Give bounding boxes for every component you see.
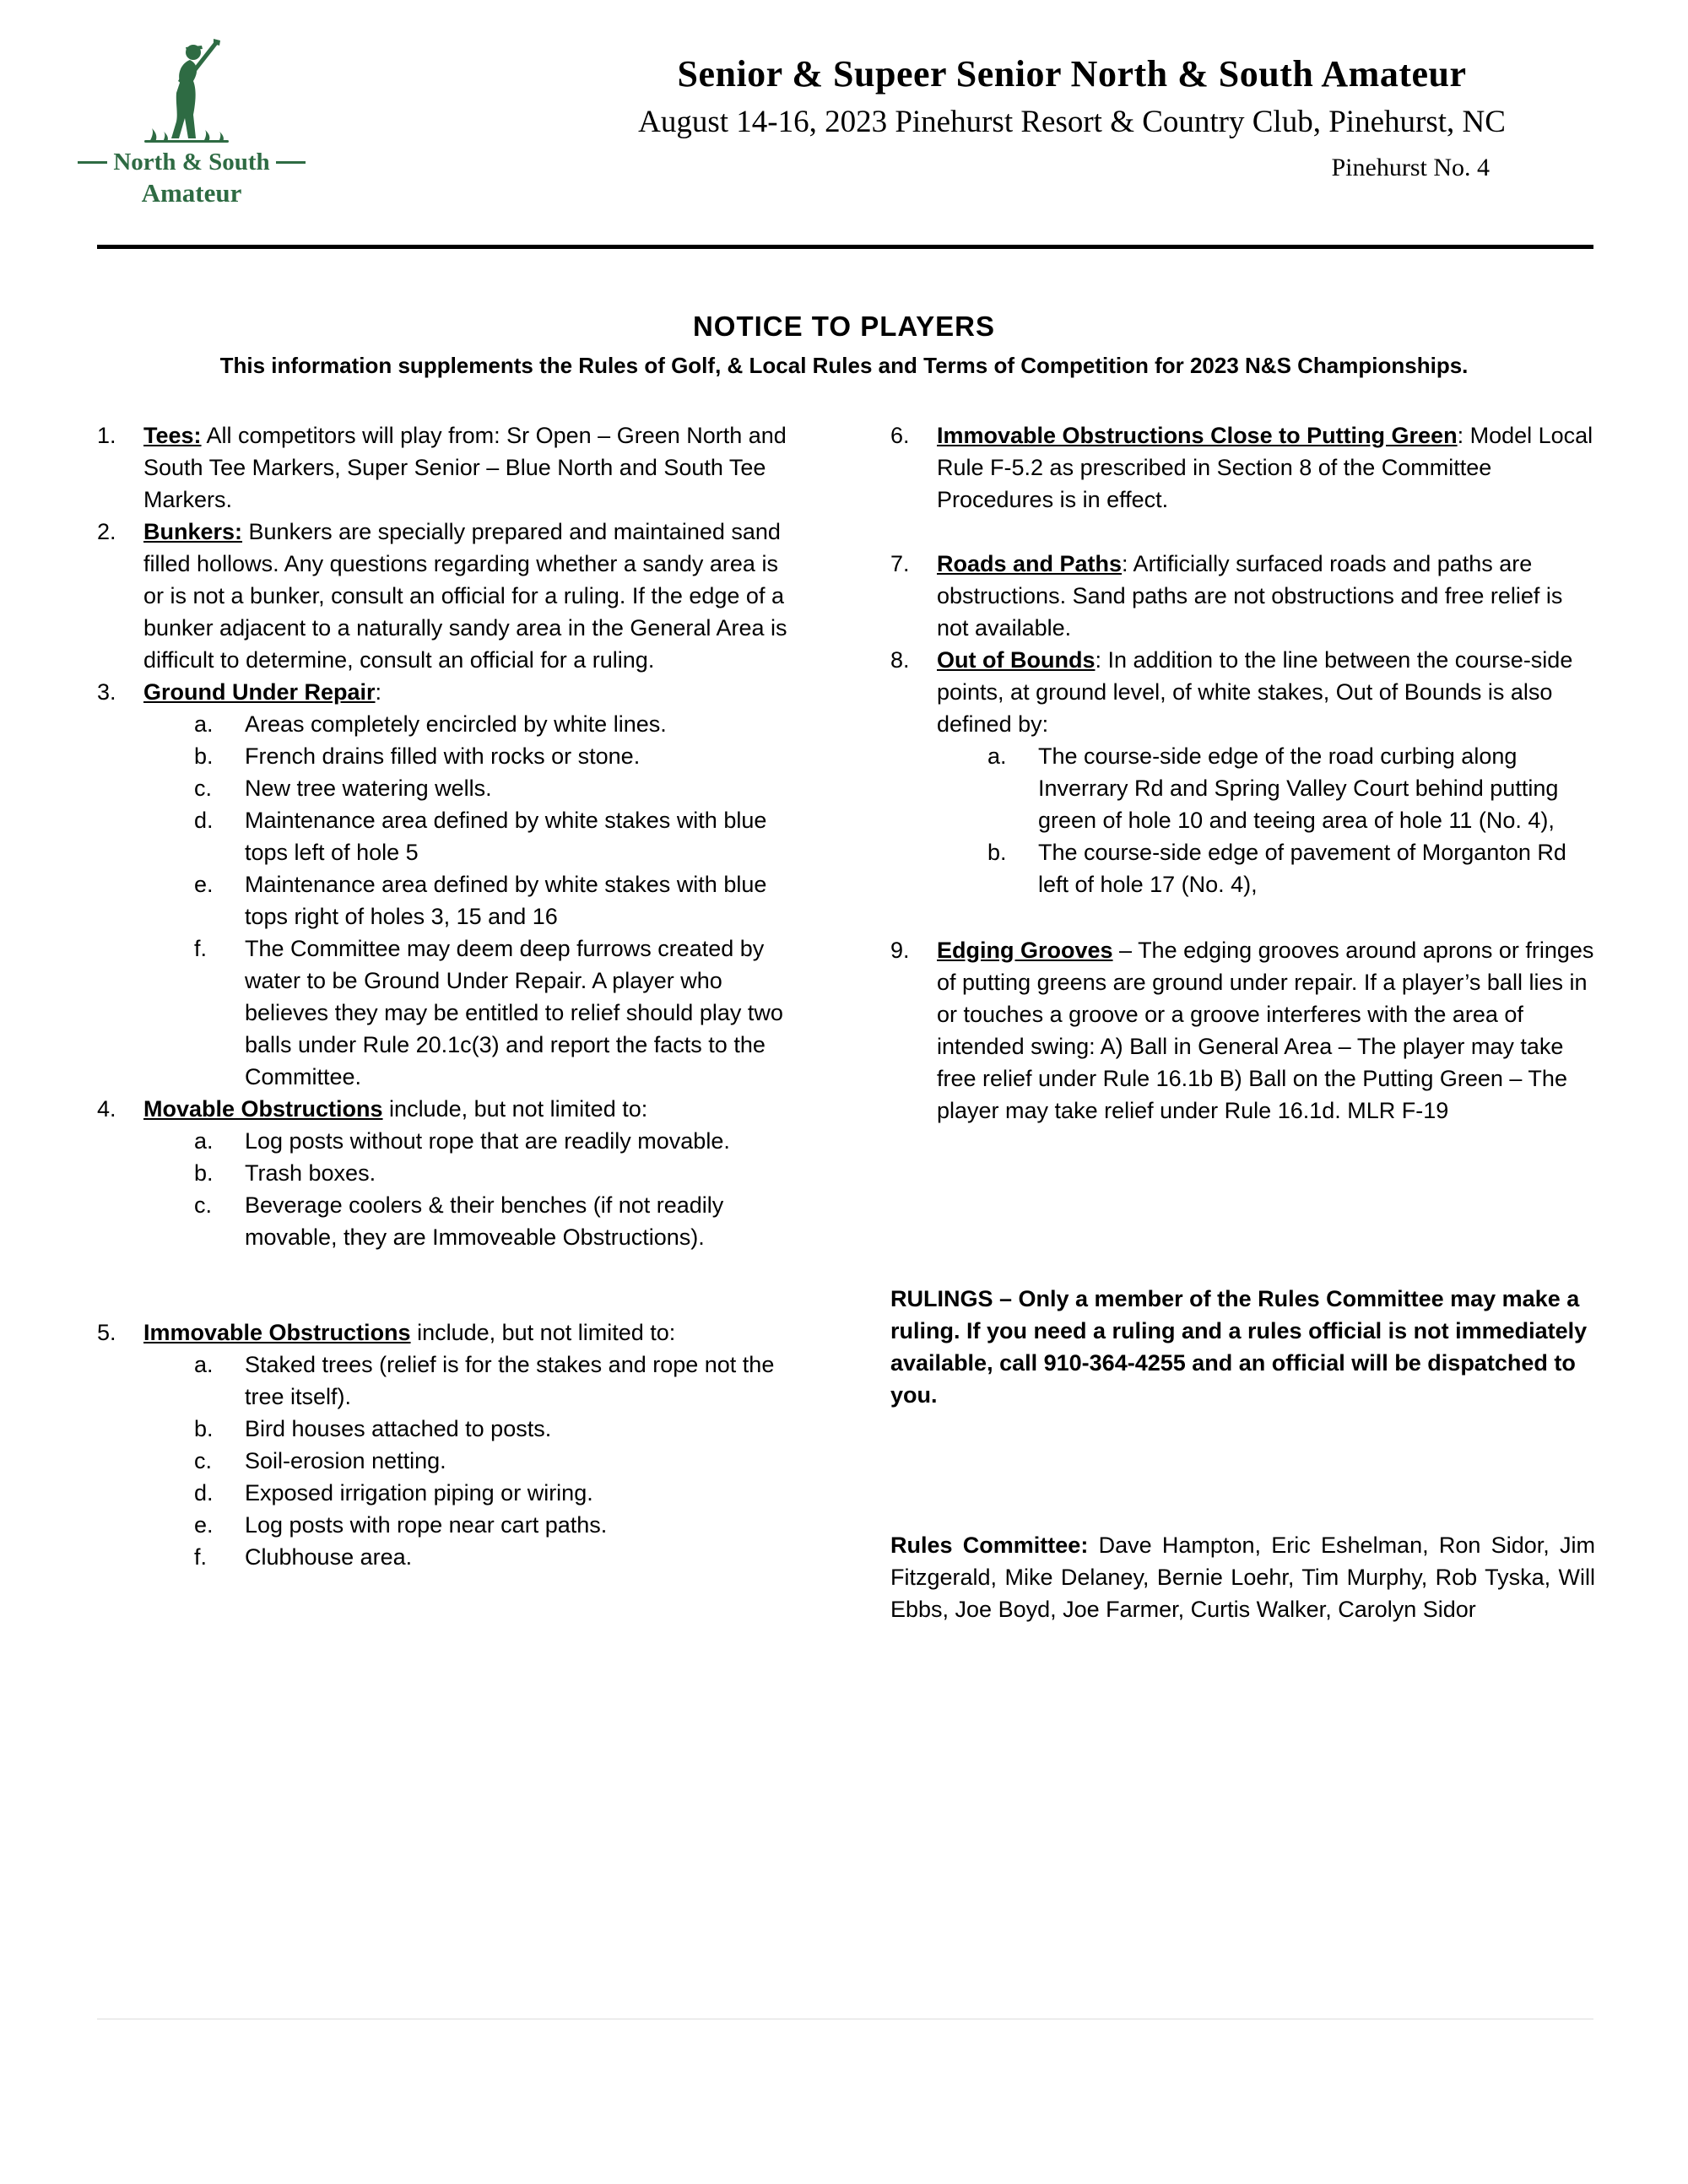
item-lead: Tees: [143, 423, 202, 448]
sub-item-letter: b. [194, 1416, 214, 1441]
item-lead: Movable Obstructions [143, 1096, 383, 1122]
item-lead: Bunkers: [143, 519, 243, 544]
sub-item-text: Soil-erosion netting. [245, 1448, 446, 1473]
item-lead: Immovable Obstructions Close to Putting Green [937, 423, 1458, 448]
logo-text-north-south: North & South [113, 149, 270, 176]
item-number: 3. [97, 679, 116, 705]
sub-item-letter: c. [194, 1448, 213, 1473]
list-item [890, 644, 1595, 900]
event-title: Senior & Supeer Senior North & South Amateur [677, 53, 1467, 95]
item-number: 7. [890, 551, 910, 576]
sub-item-letter: a. [194, 711, 214, 737]
list-item [890, 419, 1595, 516]
list-item [97, 419, 802, 516]
item-number: 6. [890, 423, 910, 448]
sub-item-text: Trash boxes. [245, 1160, 376, 1186]
sub-item-text: Beverage coolers & their benches (if not readily movable, they are Immoveable Obstructions). [245, 1192, 724, 1250]
content-columns [97, 419, 1595, 1625]
rules-committee-names: Dave Hampton, Eric Eshelman, Ron Sidor, Jim Fitzgerald, Mike Delaney, Bernie Loehr, Tim Murphy, Rob Tyska, Will Ebbs, Joe Boyd, Joe Farmer, Curtis Walker, Carolyn Sidor [890, 1533, 1595, 1622]
sub-item [143, 1445, 802, 1477]
item-number: 1. [97, 423, 116, 448]
sub-item [143, 933, 802, 1093]
sub-item [143, 1157, 802, 1189]
sub-item [143, 740, 802, 772]
sub-item [143, 708, 802, 740]
list-item [97, 1316, 802, 1573]
sub-item-letter: b. [194, 1160, 214, 1186]
sub-item [143, 868, 802, 933]
list-item [890, 934, 1595, 1127]
sub-item-text: Maintenance area defined by white stakes with blue tops right of holes 3, 15 and 16 [245, 872, 767, 929]
event-date-venue: August 14-16, 2023 Pinehurst Resort & Country Club, Pinehurst, NC [638, 105, 1506, 139]
sub-item-letter: f. [194, 1544, 208, 1570]
item-body [143, 676, 802, 1093]
item-text [143, 676, 802, 708]
sub-item [143, 1189, 802, 1253]
item-continuation: include, but not limited to: [410, 1320, 676, 1345]
sub-item [143, 1477, 802, 1509]
sub-item-letter: c. [194, 1192, 213, 1218]
item-text [143, 516, 802, 676]
item-body [143, 419, 802, 516]
item-continuation: : In addition to the line between the course-side points, at ground level, of white stakes, Out of Bounds is also defined by: [937, 647, 1573, 737]
title-block [506, 52, 1637, 182]
list-item [97, 676, 802, 1093]
item-number: 9. [890, 938, 910, 963]
logo-text-row [78, 149, 306, 176]
item-continuation: All competitors will play from: Sr Open – Green North and South Tee Markers, Super Senior – Blue North and South Tee Markers. [143, 423, 787, 512]
logo-rule-left [78, 161, 107, 164]
item-number: 5. [97, 1320, 116, 1345]
sub-item-text: Bird houses attached to posts. [245, 1416, 552, 1441]
item-body [937, 934, 1595, 1127]
sub-item-text: Maintenance area defined by white stakes with blue tops left of hole 5 [245, 808, 767, 865]
sub-item-letter: b. [194, 743, 214, 769]
item-text [937, 548, 1595, 644]
sub-item-letter: b. [987, 840, 1007, 865]
sub-item-letter: a. [194, 1352, 214, 1377]
sub-item [143, 1509, 802, 1541]
item-lead: Immovable Obstructions [143, 1320, 411, 1345]
course-name: Pinehurst No. 4 [1331, 154, 1490, 181]
sub-item-letter: f. [194, 936, 208, 961]
item-number: 8. [890, 647, 910, 673]
sub-item-letter: e. [194, 872, 214, 897]
sub-item [143, 1413, 802, 1445]
sub-item [143, 804, 802, 868]
item-text [143, 1316, 802, 1349]
item-continuation: Bunkers are specially prepared and maintained sand filled hollows. Any questions regarding whether a sandy area is or is not a bunker, consult an official for a ruling. If the edge of a bunker adjacent to a naturally sandy area in the General Area is difficult to determine, consult an official for a ruling. [143, 519, 787, 673]
sub-item [937, 836, 1595, 900]
item-continuation: : Model Local Rule F-5.2 as prescribed in Section 8 of the Committee Procedures is in effect. [937, 423, 1593, 512]
sub-item-letter: a. [987, 743, 1007, 769]
item-body [937, 548, 1595, 644]
list-item [97, 1093, 802, 1253]
sub-item-text: French drains filled with rocks or stone. [245, 743, 641, 769]
sub-item-letter: d. [194, 808, 214, 833]
sub-item-text: Exposed irrigation piping or wiring. [245, 1480, 593, 1506]
rulings-paragraph: RULINGS – Only a member of the Rules Committee may make a ruling. If you need a ruling and a rules official is not immediately available, call 910-364-4255 and an official will be dispatched to you. [890, 1286, 1588, 1408]
item-lead: Ground Under Repair [143, 679, 376, 705]
golfer-logo-icon [133, 37, 251, 147]
item-number: 2. [97, 519, 116, 544]
notice-title: NOTICE TO PLAYERS [692, 311, 996, 342]
sub-item [143, 772, 802, 804]
sub-item [143, 1541, 802, 1573]
item-continuation: include, but not limited to: [382, 1096, 648, 1122]
sub-item [143, 1349, 802, 1413]
sub-item-letter: e. [194, 1512, 214, 1538]
left-items [97, 419, 802, 1573]
right-items [890, 419, 1595, 1127]
item-text [143, 419, 802, 516]
item-lead: Edging Grooves [937, 938, 1113, 963]
sub-item [143, 1125, 802, 1157]
sub-item-text: The course-side edge of the road curbing along Inverrary Rd and Spring Valley Court behind putting green of hole 10 and teeing area of hole 11 (No. 4), [1038, 743, 1559, 833]
sub-item-text: New tree watering wells. [245, 776, 492, 801]
logo-text-amateur: Amateur [141, 178, 242, 208]
list-item [97, 516, 802, 676]
item-continuation: – The edging grooves around aprons or fringes of putting greens are ground under repair. If a player’s ball lies in or touches a groove or a groove interferes with the area of intended swing: A) Ball in General Area – The player may take free relief under Rule 16.1b B) Ball on the Putting Green – The player may take relief under Rule 16.1d. MLR F-19 [937, 938, 1594, 1123]
item-text [937, 934, 1595, 1127]
rules-committee-label: Rules Committee: [890, 1533, 1089, 1558]
header [0, 0, 1688, 253]
notice-subtitle: This information supplements the Rules of Golf, & Local Rules and Terms of Competition for 2023 N&S Championships. [219, 353, 1469, 378]
item-body [937, 644, 1595, 900]
logo-rule-right [276, 161, 306, 164]
sub-item-text: Log posts with rope near cart paths. [245, 1512, 608, 1538]
sub-item-letter: c. [194, 776, 213, 801]
tournament-logo [78, 37, 306, 208]
sub-item-text: The Committee may deem deep furrows created by water to be Ground Under Repair. A player who believes they may be entitled to relief should play two balls under Rule 20.1c(3) and report the facts to the Committee. [245, 936, 783, 1089]
sub-item-text: Areas completely encircled by white lines. [245, 711, 667, 737]
item-text [143, 1093, 802, 1125]
sub-item [937, 740, 1595, 836]
item-body [143, 1093, 802, 1253]
sub-item-text: Log posts without rope that are readily movable. [245, 1128, 730, 1154]
item-lead: Roads and Paths [937, 551, 1123, 576]
right-column [890, 419, 1595, 1625]
sub-item-text: Staked trees (relief is for the stakes and rope not the tree itself). [245, 1352, 775, 1409]
item-body [143, 516, 802, 676]
sub-item-text: The course-side edge of pavement of Morganton Rd left of hole 17 (No. 4), [1038, 840, 1566, 897]
item-number: 4. [97, 1096, 116, 1122]
item-lead: Out of Bounds [937, 647, 1096, 673]
item-continuation: : Artificially surfaced roads and paths are obstructions. Sand paths are not obstructions and free relief is not available. [937, 551, 1563, 641]
left-column [97, 419, 802, 1625]
sub-item-letter: d. [194, 1480, 214, 1506]
item-body [143, 1316, 802, 1573]
header-divider [97, 245, 1593, 249]
item-text [937, 419, 1595, 516]
item-continuation: : [375, 679, 382, 705]
item-body [937, 419, 1595, 516]
item-text [937, 644, 1595, 740]
rules-committee-paragraph [890, 1529, 1595, 1625]
sub-item-text: Clubhouse area. [245, 1544, 413, 1570]
sub-item-letter: a. [194, 1128, 214, 1154]
list-item [890, 548, 1595, 644]
